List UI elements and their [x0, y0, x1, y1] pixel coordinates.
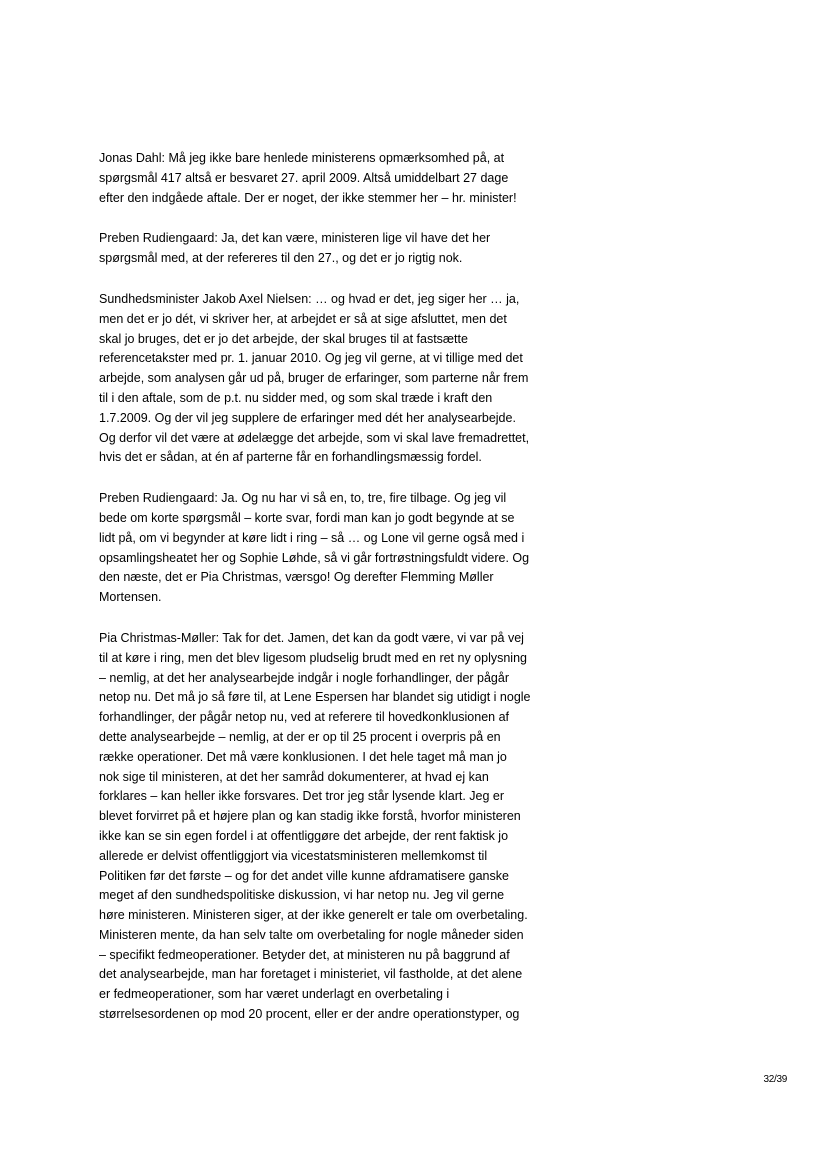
- text-line: opsamlingsheatet her og Sophie Løhde, så vi går fortrøstningsfuldt videre. Og: [99, 550, 530, 565]
- text-line: Politiken før det første – og for det andet ville kunne afdramatisere ganske: [99, 868, 509, 883]
- text-line: Preben Rudiengaard: Ja. Og nu har vi så en, to, tre, fire tilbage. Og jeg vil: [99, 491, 507, 506]
- text-line: efter den indgåede aftale. Der er noget, der ikke stemmer her – hr. minister!: [99, 190, 517, 205]
- text-line: størrelsesordenen op mod 20 procent, eller er der andre operationstyper, og: [99, 1007, 520, 1022]
- document-body: [99, 149, 599, 1046]
- text-line: arbejde, som analysen går ud på, bruger de erfaringer, som parterne når frem: [99, 371, 529, 386]
- text-line: er fedmeoperationer, som har været underlagt en overbetaling i: [99, 987, 450, 1002]
- paragraph-preben-rudiengaard-2: [99, 489, 599, 608]
- text-line: Jonas Dahl: Må jeg ikke bare henlede ministerens opmærksomhed på, at: [99, 151, 505, 165]
- text-line: den næste, det er Pia Christmas, værsgo! Og derefter Flemming Møller: [99, 570, 494, 585]
- text-line: allerede er delvist offentliggjort via vicestatsministeren mellemkomst til: [99, 848, 488, 863]
- text-line: – nemlig, at det her analysearbejde indgår i nogle forhandlinger, der pågår: [99, 670, 509, 685]
- text-line: spørgsmål med, at der refereres til den 27., og det er jo rigtig nok.: [99, 251, 463, 266]
- text-line: meget af den sundhedspolitiske diskussion, vi har netop nu. Jeg vil gerne: [99, 888, 505, 903]
- text-line: nok sige til ministeren, at det her samråd dokumenterer, at hvad ej kan: [99, 769, 489, 784]
- text-line: Og derfor vil det være at ødelægge det arbejde, som vi skal lave fremadrettet,: [99, 430, 530, 445]
- text-line: Mortensen.: [99, 590, 162, 605]
- text-line: blevet forvirret på et højere plan og kan stadig ikke forstå, hvorfor ministeren: [99, 809, 521, 824]
- text-line: Preben Rudiengaard: Ja, det kan være, ministeren lige vil have det her: [99, 231, 491, 246]
- text-line: 1.7.2009. Og der vil jeg supplere de erfaringer med dét her analysearbejde.: [99, 410, 516, 425]
- text-line: høre ministeren. Ministeren siger, at der ikke generelt er tale om overbetaling.: [99, 908, 528, 923]
- text-line: Pia Christmas-Møller: Tak for det. Jamen, det kan da godt være, vi var på vej: [99, 630, 524, 645]
- text-line: række operationer. Det må være konklusionen. I det hele taget må man jo: [99, 749, 507, 764]
- text-line: det analysearbejde, man har foretaget i ministeriet, vil fastholde, at det alene: [99, 967, 523, 982]
- text-line: netop nu. Det må jo så føre til, at Lene Espersen har blandet sig utidigt i nogle: [99, 690, 531, 705]
- paragraph-jonas-dahl: [99, 149, 599, 208]
- text-line: hvis det er sådan, at én af parterne får en forhandlingsmæssig fordel.: [99, 450, 482, 465]
- text-line: til at køre i ring, men det blev ligesom pludselig brudt med en ret ny oplysning: [99, 650, 527, 665]
- paragraph-preben-rudiengaard-1: [99, 229, 599, 269]
- text-line: lidt på, om vi begynder at køre lidt i ring – så … og Lone vil gerne også med i: [99, 530, 525, 545]
- text-line: men det er jo dét, vi skriver her, at arbejdet er så at sige afsluttet, men det: [99, 311, 507, 326]
- text-line: forhandlinger, der pågår netop nu, ved at referere til hovedkonklusionen af: [99, 710, 509, 725]
- paragraph-sundhedsminister: [99, 290, 599, 468]
- text-line: Sundhedsminister Jakob Axel Nielsen: … og hvad er det, jeg siger her … ja,: [99, 291, 520, 306]
- text-line: Ministeren mente, da han selv talte om overbetaling for nogle måneder siden: [99, 927, 524, 942]
- page-number: 32/39: [763, 1074, 787, 1085]
- text-line: bede om korte spørgsmål – korte svar, fordi man kan jo godt begynde at se: [99, 510, 515, 525]
- text-line: dette analysearbejde – nemlig, at der er op til 25 procent i overpris på en: [99, 729, 501, 744]
- text-line: til i den aftale, som de p.t. nu sidder med, og som skal træde i kraft den: [99, 390, 493, 405]
- text-line: ikke kan se sin egen fordel i at offentliggøre det arbejde, der rent faktisk jo: [99, 828, 509, 843]
- text-line: referencetakster med pr. 1. januar 2010. Og jeg vil gerne, at vi tillige med det: [99, 351, 523, 366]
- text-line: spørgsmål 417 altså er besvaret 27. april 2009. Altså umiddelbart 27 dage: [99, 170, 509, 185]
- text-line: forklares – kan heller ikke forsvares. Det tror jeg står lysende klart. Jeg er: [99, 789, 505, 804]
- paragraph-pia-christmas-moller: [99, 629, 599, 1025]
- text-line: – specifikt fedmeoperationer. Betyder det, at ministeren nu på baggrund af: [99, 947, 510, 962]
- text-line: skal jo bruges, det er jo det arbejde, der skal bruges til at fastsætte: [99, 331, 468, 346]
